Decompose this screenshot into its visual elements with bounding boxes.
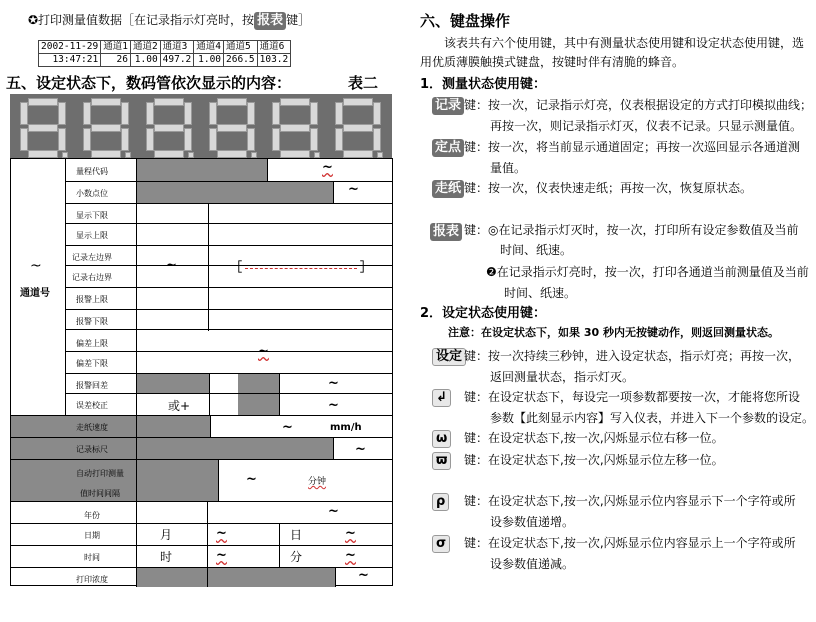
bracket-close: ］ [360,260,373,274]
grid-row-label: 时间 [84,553,100,562]
key-desc-line: 参数【此刻显示内容】写入仪表，并进入下一个参数的设定。 [490,411,815,425]
report-key-badge: 报表 [254,12,286,30]
key-desc-line: 键：在设定状态下,按一次,闪烁显示位内容显示上一个字符或所 [464,536,796,550]
table-cell: 26 [101,54,131,67]
grid-row-label: 记录右边界 [72,273,112,282]
keypad-key[interactable]: ↲ [432,389,451,407]
grid-row-label: 小数点位 [76,189,108,198]
grid-line [65,393,392,394]
grid-line [11,523,392,524]
segment [217,98,247,106]
segment [209,102,217,125]
shaded-cell [136,459,218,501]
timeout-note: 注意：在设定状态下，如果 30 秒内无按键动作，则返回测量状态。 [448,326,779,339]
or-plus: 或+ [168,399,191,413]
segment [280,150,310,158]
segment [83,128,91,151]
segment [217,124,247,132]
segment [335,102,343,125]
shaded-cell [238,373,280,393]
grid-row-label: 偏差下限 [76,359,108,368]
segment [335,128,343,151]
segment [217,150,247,158]
report-line-2: 时间、纸速。 [500,243,573,257]
grid-line [267,159,268,181]
segment [343,98,373,106]
key-desc-line: 键：在设定状态下,按一次,闪烁显示位左移一位。 [464,453,724,467]
table-cell: 通道1 [101,41,131,54]
segment [58,102,66,125]
grid-line [65,223,392,224]
grid-row-label: 显示下限 [76,211,108,220]
key-desc-line: 设参数值递减。 [490,557,575,571]
decimal-tilde: ~ [348,182,359,197]
key-desc-line: 键：按一次，仪表快速走纸；再按一次，恢复原状态。 [464,181,753,195]
keypad-key[interactable]: 设定 [432,348,466,366]
day-label: 日 [290,528,303,542]
segment [209,128,217,151]
shaded-cell [136,373,209,393]
grid-row-label: 量程代码 [76,167,108,176]
keypad-key[interactable]: 走纸 [432,180,464,198]
grid-line [207,501,208,587]
grid-line [65,265,392,266]
segment [154,150,184,158]
segment [310,102,318,125]
bracket-wave [245,268,357,269]
grid-line [11,501,392,502]
grid-line [333,437,334,459]
grid-line [279,373,280,415]
seven-segment-digit [142,98,192,158]
segment [20,102,28,125]
grid-line [65,373,392,374]
key-desc-line: 再按一次，则记录指示灯灭，仪表不记录。只显示测量值。 [490,119,803,133]
section5-table-label: 表二 [348,74,379,92]
segment [272,128,280,151]
seven-segment-digit [331,98,381,158]
grid-row-label: 值时间间隔 [80,489,120,498]
segment [91,124,121,132]
segment [91,150,121,158]
channel-tilde: ~ [30,258,42,274]
year-tilde: ~ [328,504,339,519]
hour-label: 时 [160,550,173,564]
speed-tilde: ~ [282,420,293,435]
segment [184,128,192,151]
section5-title: 五、设定状态下，数码管依次显示的内容： [6,74,292,92]
min-label: 分 [290,550,303,564]
bracket-open: ［ [230,260,243,274]
grid-line [136,159,137,587]
segment [280,98,310,106]
key-desc-line: 键：在设定状态下，每设完一项参数都要按一次，才能将您所设 [464,390,801,404]
grid-line [209,373,210,415]
seven-segment-digit [268,98,318,158]
deviation-tilde: ~ [258,344,269,359]
key-desc-line: 量值。 [490,161,527,175]
table-cell: 266.5 [224,54,258,67]
keypad-key[interactable]: ρ [432,493,449,511]
minute-unit: 分钟 [308,477,327,487]
segment [28,150,58,158]
segment [146,128,154,151]
grid-line [11,459,392,460]
month-tilde: ~ [216,526,227,541]
segment [83,102,91,125]
segment [373,128,381,151]
table-cell: 通道4 [194,41,224,54]
grid-row-label: 报警上限 [76,295,108,304]
table-cell: 2002-11-29 [39,41,101,54]
table-row [39,41,291,54]
grid-row-label: 报警回差 [76,381,108,390]
segment [154,124,184,132]
segment [154,98,184,106]
grid-line [208,203,209,331]
segment [310,128,318,151]
channel-label: 通道号 [20,288,50,299]
keypad-key[interactable]: ω [432,430,451,448]
scale-tilde: ~ [355,442,366,457]
table-cell: 1.00 [194,54,224,67]
grid-row-label: 自动打印测量 [76,469,124,478]
table-cell: 通道6 [257,41,291,54]
grid-line [333,181,334,203]
report-line-3: ❷在记录指示灯亮时，按一次，打印各通道当前测量值及当前 [486,265,809,279]
grid-line [279,523,280,567]
key-desc-line: 键：在设定状态下,按一次,闪烁显示位右移一位。 [464,431,724,445]
grid-row-label: 打印浓度 [76,575,108,584]
segment [146,102,154,125]
grid-row-label: 年份 [84,511,100,520]
grid-row-label: 误差校正 [76,401,108,410]
segment [343,124,373,132]
segment [272,102,280,125]
density-tilde: ~ [358,568,369,583]
sub2-title: 2．设定状态使用键： [420,306,547,321]
hysteresis-tilde: ~ [328,376,339,391]
keypad-key[interactable]: σ [432,535,450,553]
grid-line [210,415,211,437]
report-line-1: 键：◎在记录指示灯灭时，按一次，打印所有设定参数值及当前 [464,223,799,237]
grid-line [335,567,336,587]
grid-row-label: 偏差上限 [76,339,108,348]
segment [280,124,310,132]
keypad-key[interactable]: 记录 [432,97,464,115]
grid-row-label: 显示上限 [76,231,108,240]
shaded-cell [136,567,335,587]
key-desc-line: 键：按一次持续三秒钟，进入设定状态，指示灯亮；再按一次， [464,349,801,363]
day-tilde: ~ [345,526,356,541]
table-cell: 通道5 [224,41,258,54]
grid-row-label: 日期 [84,531,100,540]
print-note [28,10,310,30]
settings-grid [10,158,393,586]
grid-line [65,287,392,288]
hour-tilde: ~ [216,548,227,563]
seven-segment-digit [16,98,66,158]
seven-segment-digit [79,98,129,158]
mmh-unit: mm/h [330,422,362,433]
section6-title: 六、键盘操作 [420,12,511,30]
grid-line [11,545,392,546]
report-line-4: 时间、纸速。 [504,286,577,300]
segment [373,102,381,125]
segment [28,124,58,132]
table-cell: 497.2 [160,54,194,67]
segment [28,98,58,106]
key-desc-line: 键：按一次，记录指示灯亮，仪表根据设定的方式打印模拟曲线； [464,98,813,112]
range-tilde: ~ [322,160,333,175]
grid-line [11,415,392,416]
print-note-suffix: 键］ [286,13,311,27]
table-cell: 13:47:21 [39,54,101,67]
grid-line [65,329,392,330]
segment [184,102,192,125]
table-cell: 通道3 [160,41,194,54]
segment [91,98,121,106]
table-cell: 通道2 [130,41,160,54]
report-key[interactable]: 报表 [430,223,462,241]
shaded-cell [136,159,267,181]
month-label: 月 [160,528,173,542]
grid-row-label: 记录左边界 [72,253,112,262]
grid-line [65,309,392,310]
display-tilde: ~ [166,258,177,273]
table-row [39,54,291,67]
grid-row-label: 走纸速度 [76,423,108,432]
segment [121,128,129,151]
min-tilde: ~ [345,548,356,563]
shaded-cell [136,181,333,203]
key-desc-line: 返回测量状态，指示灯灭。 [490,370,635,384]
interval-tilde: ~ [246,472,257,487]
grid-line [65,181,392,182]
key-desc-line: 键：按一次，将当前显示通道固定；再按一次巡回显示各通道测 [464,140,801,154]
grid-line [218,459,219,501]
section6-intro: 该表共有六个使用键，其中有测量状态使用键和设定状态使用键，选用优质薄膜触摸式键盘，按键时伴有清脆的蜂音。 [420,36,805,69]
segment [247,128,255,151]
key-desc-line: 键：在设定状态下,按一次,闪烁显示位内容显示下一个字符或所 [464,494,796,508]
print-sample-table [38,40,291,67]
report-key-block [430,220,462,241]
keypad-key[interactable]: 定点 [432,139,464,157]
keypad-key[interactable]: ϖ [432,452,451,470]
table-cell: 103.2 [257,54,291,67]
grid-line [65,245,392,246]
segment [20,128,28,151]
grid-line [65,351,392,352]
key-desc-line: 设参数值递增。 [490,515,575,529]
grid-line [11,437,392,438]
print-note-prefix: ✪打印测量值数据［在记录指示灯亮时，按 [28,13,255,27]
grid-line [65,203,392,204]
seven-segment-digit [205,98,255,158]
correction-tilde: ~ [328,398,339,413]
segment [121,102,129,125]
grid-row-label: 报警下限 [76,317,108,326]
segment [343,150,373,158]
segment [58,128,66,151]
table-cell: 1.00 [130,54,160,67]
sub1-title: 1．测量状态使用键： [420,77,547,92]
shaded-cell [238,393,280,415]
grid-row-label: 记录标尺 [76,445,108,454]
segment [247,102,255,125]
